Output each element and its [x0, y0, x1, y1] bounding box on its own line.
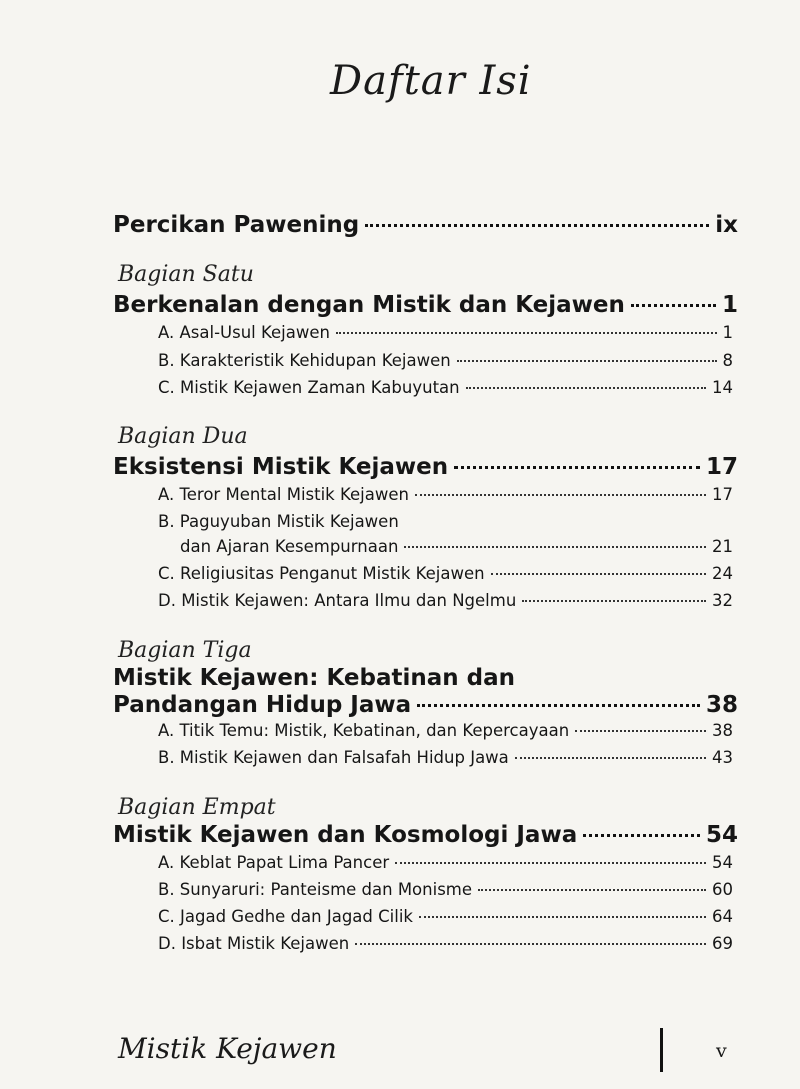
toc-section[interactable]	[158, 907, 733, 926]
toc-page-number: 1	[722, 323, 733, 342]
toc-section[interactable]	[158, 853, 733, 872]
section-title-line2: dan Ajaran Kesempurnaan	[180, 537, 399, 556]
toc-page-number: 17	[712, 485, 733, 504]
chapter-title-line2: Pandangan Hidup Jawa	[113, 692, 412, 718]
toc-page-number: 54	[705, 822, 738, 848]
footer-book-title: Mistik Kejawen	[118, 1032, 337, 1065]
toc-section[interactable]	[158, 934, 733, 953]
section-title: A. Titik Temu: Mistik, Kebatinan, dan Kepercayaan	[158, 721, 570, 740]
section-title: A. Asal-Usul Kejawen	[158, 323, 330, 342]
leader-dots	[355, 943, 706, 945]
toc-page-number: 24	[712, 564, 733, 583]
leader-dots	[404, 546, 706, 548]
section-title: A. Teror Mental Mistik Kejawen	[158, 485, 409, 504]
toc-chapter-4[interactable]	[113, 822, 738, 848]
leader-dots	[415, 494, 706, 496]
toc-page-number: 21	[712, 537, 733, 556]
chapter-title: Berkenalan dengan Mistik dan Kejawen	[113, 292, 625, 318]
section-title: D. Isbat Mistik Kejawen	[158, 934, 350, 953]
footer-page-number: v	[716, 1040, 727, 1062]
section-title-line1: B. Paguyuban Mistik Kejawen	[158, 512, 399, 531]
section-title: B. Mistik Kejawen dan Falsafah Hidup Jawa	[158, 748, 509, 767]
toc-entry-preface[interactable]	[113, 212, 738, 238]
leader-dots	[419, 916, 706, 918]
leader-dots	[336, 332, 717, 334]
leader-dots	[631, 304, 716, 307]
footer-divider	[660, 1028, 663, 1072]
leader-dots	[417, 704, 700, 707]
leader-dots	[466, 387, 706, 389]
page-title: Daftar Isi	[330, 58, 532, 104]
section-title: C. Jagad Gedhe dan Jagad Cilik	[158, 907, 413, 926]
toc-page-number: 14	[712, 378, 733, 397]
toc-section[interactable]	[158, 378, 733, 397]
toc-section[interactable]	[158, 351, 733, 370]
part-heading-4: Bagian Empat	[118, 795, 276, 820]
toc-chapter-2[interactable]	[113, 454, 738, 480]
section-title: D. Mistik Kejawen: Antara Ilmu dan Ngelmu	[158, 591, 517, 610]
leader-dots	[515, 757, 706, 759]
toc-section[interactable]	[180, 537, 733, 556]
toc-page-number: ix	[715, 212, 738, 238]
toc-section[interactable]	[158, 485, 733, 504]
toc-page-number: 38	[705, 692, 738, 718]
part-heading-2: Bagian Dua	[118, 424, 248, 449]
leader-dots	[575, 730, 706, 732]
toc-chapter-1[interactable]	[113, 292, 738, 318]
toc-page-number: 38	[712, 721, 733, 740]
part-heading-3: Bagian Tiga	[118, 638, 252, 663]
section-title: B. Karakteristik Kehidupan Kejawen	[158, 351, 451, 370]
section-title: A. Keblat Papat Lima Pancer	[158, 853, 390, 872]
leader-dots	[522, 600, 706, 602]
toc-section[interactable]	[158, 591, 733, 610]
toc-page-number: 54	[712, 853, 733, 872]
toc-page-number: 1	[721, 292, 738, 318]
leader-dots	[491, 573, 706, 575]
toc-page-number: 8	[722, 351, 733, 370]
toc-page-number: 69	[712, 934, 733, 953]
chapter-title: Mistik Kejawen dan Kosmologi Jawa	[113, 822, 578, 848]
chapter-title: Eksistensi Mistik Kejawen	[113, 454, 449, 480]
section-title: C. Mistik Kejawen Zaman Kabuyutan	[158, 378, 460, 397]
section-title: C. Religiusitas Penganut Mistik Kejawen	[158, 564, 485, 583]
leader-dots	[457, 360, 717, 362]
section-title: B. Sunyaruri: Panteisme dan Monisme	[158, 880, 473, 899]
toc-page-number: 17	[705, 454, 738, 480]
toc-page-number: 43	[712, 748, 733, 767]
toc-section[interactable]	[158, 748, 733, 767]
toc-page-number: 64	[712, 907, 733, 926]
toc-section[interactable]	[158, 323, 733, 342]
toc-page-number: 32	[712, 591, 733, 610]
leader-dots	[583, 834, 700, 837]
leader-dots	[365, 224, 709, 227]
toc-entry-label: Percikan Pawening	[113, 212, 360, 238]
leader-dots	[478, 889, 706, 891]
toc-section[interactable]	[158, 880, 733, 899]
toc-chapter-3[interactable]	[113, 692, 738, 718]
leader-dots	[454, 466, 700, 469]
part-heading-1: Bagian Satu	[118, 262, 254, 287]
toc-page-number: 60	[712, 880, 733, 899]
toc-section[interactable]	[158, 721, 733, 740]
toc-section[interactable]	[158, 564, 733, 583]
chapter-title-line1: Mistik Kejawen: Kebatinan dan	[113, 665, 516, 691]
leader-dots	[395, 862, 706, 864]
